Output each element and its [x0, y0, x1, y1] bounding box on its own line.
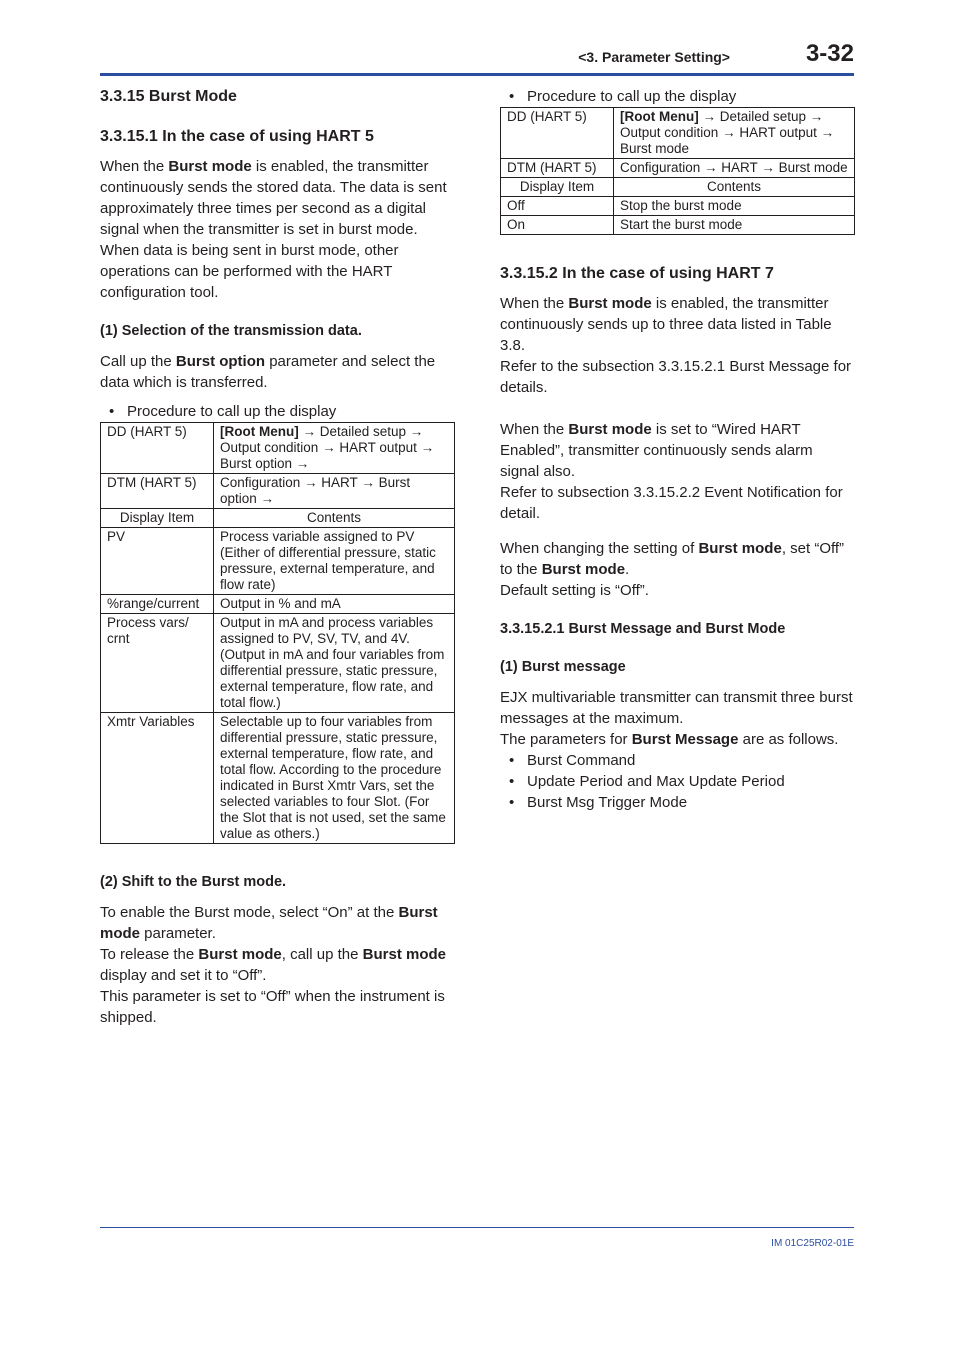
- message-paragraph: EJX multivariable transmitter can transmit three burst messages at the maximum.: [500, 689, 853, 727]
- table-cell: Stop the burst mode: [614, 197, 855, 216]
- table-row: [101, 595, 455, 614]
- table-header-cell: Contents: [614, 178, 855, 197]
- shift-paragraph-release: To release the Burst mode, call up the Burst mode display and set it to “Off”.: [100, 946, 446, 984]
- table-cell: Output in % and mA: [214, 595, 455, 614]
- burst-mode-table: [500, 107, 855, 235]
- burst-option-table: [100, 422, 455, 844]
- header-rule: [100, 73, 854, 76]
- message-params-list: [500, 750, 855, 813]
- left-column: [100, 86, 455, 1028]
- change-paragraph: When changing the setting of Burst mode, set “Off” to the Burst mode.: [500, 540, 845, 578]
- table-cell: Configuration → HART → Burst mode: [614, 159, 855, 178]
- list-item: • Update Period and Max Update Period: [500, 771, 855, 792]
- table-row: [101, 614, 455, 713]
- default-paragraph: Default setting is “Off”.: [500, 582, 649, 599]
- table-row: [101, 474, 455, 509]
- table-row: [101, 713, 455, 844]
- list-item: • Burst Command: [500, 750, 855, 771]
- doc-id: IM 01C25R02-01E: [771, 1238, 854, 1249]
- table-cell: Configuration → HART → Burst option →: [214, 474, 455, 509]
- list-item: • Procedure to call up the display: [500, 86, 855, 107]
- table-header-cell: Display Item: [101, 509, 214, 528]
- hart7-refer-paragraph: Refer to the subsection 3.3.15.2.1 Burst Message for details.: [500, 358, 852, 396]
- section-heading-burst-mode: 3.3.15 Burst Mode: [100, 88, 237, 105]
- table-cell: DTM (HART 5): [501, 159, 614, 178]
- heading-selection: (1) Selection of the transmission data.: [100, 323, 362, 339]
- table-cell: [Root Menu] → Detailed setup → Output condition → HART output → Burst mode: [614, 108, 855, 159]
- running-header: <3. Parameter Setting>: [578, 49, 730, 65]
- table-header-cell: Display Item: [501, 178, 614, 197]
- table-cell: [Root Menu] → Detailed setup → Output condition → HART output → Burst option →: [214, 423, 455, 474]
- intro-paragraph: When the Burst mode is enabled, the transmitter continuously sends the stored data. The data is sent approximately three times per second as a digital signal when the transmitter is set in burst mode. When data is being sent in burst mode, other operations can be performed with the HART configuration tool.: [100, 158, 447, 301]
- hart7-paragraph: When the Burst mode is enabled, the transmitter continuously sends up to three data listed in Table 3.8.: [500, 295, 832, 354]
- footer-rule: [100, 1227, 854, 1228]
- table-row: [501, 108, 855, 159]
- table-cell: Start the burst mode: [614, 216, 855, 235]
- table-cell: On: [501, 216, 614, 235]
- table-cell: DD (HART 5): [501, 108, 614, 159]
- table-row: [501, 197, 855, 216]
- table-row: [501, 216, 855, 235]
- heading-burst-message-mode: 3.3.15.2.1 Burst Message and Burst Mode: [500, 621, 786, 637]
- list-item: • Burst Msg Trigger Mode: [500, 792, 855, 813]
- table-cell: Xmtr Variables: [101, 713, 214, 844]
- procedure-list: [100, 401, 455, 422]
- heading-burst-message: (1) Burst message: [500, 659, 626, 675]
- table-header-row: [501, 178, 855, 197]
- table-cell: Selectable up to four variables from differential pressure, static pressure, external temperature, flow rate, and total flow. According to the procedure indicated in Burst Xmtr Vars, set the selected variables to four Slot. (For the Slot that is not used, set the same value as others.): [214, 713, 455, 844]
- table-cell: DD (HART 5): [101, 423, 214, 474]
- page-number: 3-32: [805, 40, 854, 67]
- message-params-paragraph: The parameters for Burst Message are as follows.: [500, 731, 839, 748]
- table-cell: Output in mA and process variables assigned to PV, SV, TV, and 4V. (Output in mA and four variables from differential pressure, static pressure, external temperature, flow rate, and total flow.): [214, 614, 455, 713]
- shift-paragraph-shipped: This parameter is set to “Off” when the instrument is shipped.: [100, 988, 445, 1026]
- table-header-cell: Contents: [214, 509, 455, 528]
- selection-paragraph: Call up the Burst option parameter and select the data which is transferred.: [100, 353, 436, 391]
- wired-refer-paragraph: Refer to subsection 3.3.15.2.2 Event Notification for detail.: [500, 484, 843, 522]
- table-row: [501, 159, 855, 178]
- table-header-row: [101, 509, 455, 528]
- table-cell: Process vars/ crnt: [101, 614, 214, 713]
- heading-shift: (2) Shift to the Burst mode.: [100, 874, 287, 890]
- table-cell: Process variable assigned to PV (Either of differential pressure, static pressure, external temperature, and flow rate): [214, 528, 455, 595]
- list-item: • Procedure to call up the display: [100, 401, 455, 422]
- subsection-heading-hart7: 3.3.15.2 In the case of using HART 7: [500, 265, 774, 282]
- table-row: [101, 423, 455, 474]
- subsection-heading-hart5: 3.3.15.1 In the case of using HART 5: [100, 128, 374, 145]
- wired-paragraph: When the Burst mode is set to “Wired HART Enabled”, transmitter continuously sends alarm signal also.: [500, 421, 813, 480]
- shift-paragraph-enable: To enable the Burst mode, select “On” at the Burst mode parameter.: [100, 904, 438, 942]
- table-cell: DTM (HART 5): [101, 474, 214, 509]
- table-row: [101, 528, 455, 595]
- table-cell: %range/current: [101, 595, 214, 614]
- right-column: [500, 86, 855, 813]
- table-cell: Off: [501, 197, 614, 216]
- procedure-list: [500, 86, 855, 107]
- table-cell: PV: [101, 528, 214, 595]
